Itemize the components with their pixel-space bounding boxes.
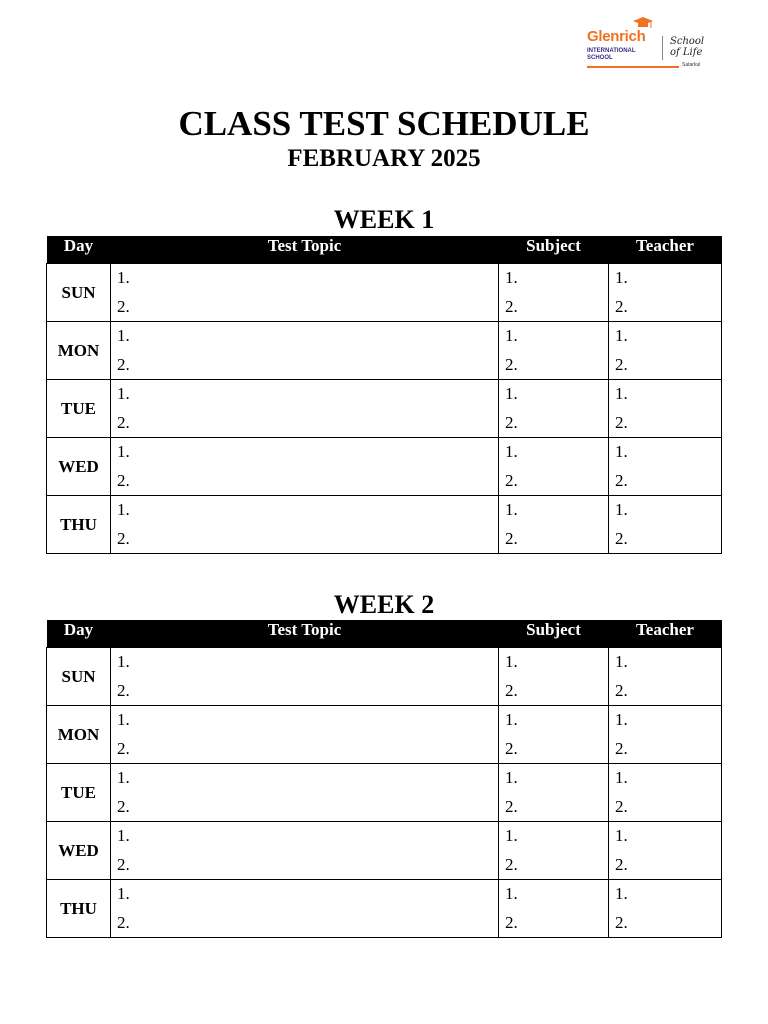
teacher-slot-2: 2.: [615, 680, 628, 700]
header-subject: Subject: [499, 620, 609, 648]
subject-slot-2: 2.: [505, 528, 518, 548]
teacher-cell[interactable]: [609, 764, 722, 822]
teacher-slot-1: 1.: [615, 884, 628, 903]
topic-cell[interactable]: [111, 438, 499, 496]
day-cell: SUN: [47, 264, 111, 322]
day-cell: TUE: [47, 764, 111, 822]
week-2-table: [46, 620, 722, 938]
table-row: [47, 496, 722, 554]
subject-slot-1: 1.: [505, 500, 518, 519]
logo-location: Satarkul: [682, 62, 701, 68]
logo-underline: [587, 66, 679, 68]
logo-subtitle: INTERNATIONAL SCHOOL: [587, 48, 636, 61]
teacher-slot-1: 1.: [615, 384, 628, 403]
teacher-slot-1: 1.: [615, 652, 628, 671]
topic-slot-2: 2.: [117, 854, 130, 874]
teacher-cell[interactable]: [609, 648, 722, 706]
subject-cell[interactable]: [499, 438, 609, 496]
subject-cell[interactable]: [499, 822, 609, 880]
subject-slot-2: 2.: [505, 738, 518, 758]
subject-slot-1: 1.: [505, 826, 518, 845]
table-row: [47, 438, 722, 496]
teacher-slot-2: 2.: [615, 796, 628, 816]
topic-slot-2: 2.: [117, 680, 130, 700]
table-row: [47, 764, 722, 822]
teacher-slot-1: 1.: [615, 710, 628, 729]
topic-slot-1: 1.: [117, 768, 130, 787]
subject-slot-2: 2.: [505, 412, 518, 432]
teacher-cell[interactable]: [609, 880, 722, 938]
teacher-cell[interactable]: [609, 822, 722, 880]
subject-slot-2: 2.: [505, 796, 518, 816]
teacher-slot-2: 2.: [615, 528, 628, 548]
topic-slot-1: 1.: [117, 652, 130, 671]
topic-slot-2: 2.: [117, 412, 130, 432]
teacher-slot-1: 1.: [615, 768, 628, 787]
logo-divider: [662, 36, 663, 60]
subject-slot-2: 2.: [505, 470, 518, 490]
header-subject: Subject: [499, 236, 609, 264]
topic-cell[interactable]: [111, 496, 499, 554]
subject-slot-2: 2.: [505, 296, 518, 316]
header-test-topic: Test Topic: [111, 620, 499, 648]
topic-slot-1: 1.: [117, 384, 130, 403]
subject-cell[interactable]: [499, 380, 609, 438]
topic-cell[interactable]: [111, 880, 499, 938]
topic-cell[interactable]: [111, 322, 499, 380]
teacher-cell[interactable]: [609, 322, 722, 380]
week-2-title: WEEK 2: [333, 590, 435, 619]
subject-slot-1: 1.: [505, 326, 518, 345]
subject-slot-2: 2.: [505, 912, 518, 932]
subject-cell[interactable]: [499, 496, 609, 554]
teacher-slot-2: 2.: [615, 470, 628, 490]
subject-cell[interactable]: [499, 764, 609, 822]
header-teacher: Teacher: [609, 620, 722, 648]
topic-cell[interactable]: [111, 764, 499, 822]
teacher-slot-1: 1.: [615, 826, 628, 845]
subject-slot-2: 2.: [505, 354, 518, 374]
day-cell: THU: [47, 496, 111, 554]
teacher-slot-2: 2.: [615, 296, 628, 316]
subject-slot-1: 1.: [505, 710, 518, 729]
teacher-slot-1: 1.: [615, 500, 628, 519]
subject-slot-1: 1.: [505, 442, 518, 461]
teacher-slot-2: 2.: [615, 354, 628, 374]
header-day: Day: [47, 236, 111, 264]
table-row: [47, 648, 722, 706]
teacher-slot-1: 1.: [615, 326, 628, 345]
topic-cell[interactable]: [111, 264, 499, 322]
header-day: Day: [47, 620, 111, 648]
day-cell: MON: [47, 706, 111, 764]
week-1-title: WEEK 1: [333, 205, 435, 234]
teacher-slot-2: 2.: [615, 854, 628, 874]
topic-slot-2: 2.: [117, 296, 130, 316]
subject-slot-1: 1.: [505, 768, 518, 787]
school-logo: [582, 14, 712, 72]
day-cell: WED: [47, 822, 111, 880]
teacher-slot-1: 1.: [615, 442, 628, 461]
subject-slot-1: 1.: [505, 268, 518, 287]
table-row: [47, 880, 722, 938]
topic-slot-2: 2.: [117, 738, 130, 758]
teacher-cell[interactable]: [609, 380, 722, 438]
logo-brand: Glenrich: [587, 28, 646, 45]
topic-slot-2: 2.: [117, 470, 130, 490]
subject-cell[interactable]: [499, 880, 609, 938]
day-cell: SUN: [47, 648, 111, 706]
teacher-cell[interactable]: [609, 264, 722, 322]
topic-slot-2: 2.: [117, 796, 130, 816]
table-row: [47, 822, 722, 880]
topic-cell[interactable]: [111, 380, 499, 438]
teacher-cell[interactable]: [609, 438, 722, 496]
topic-slot-1: 1.: [117, 500, 130, 519]
table-row: [47, 706, 722, 764]
table-header-row: [47, 620, 722, 648]
teacher-slot-2: 2.: [615, 912, 628, 932]
day-cell: MON: [47, 322, 111, 380]
page-subtitle: FEBRUARY 2025: [287, 145, 481, 172]
day-cell: WED: [47, 438, 111, 496]
topic-cell[interactable]: [111, 706, 499, 764]
topic-slot-1: 1.: [117, 326, 130, 345]
topic-slot-2: 2.: [117, 912, 130, 932]
topic-slot-1: 1.: [117, 884, 130, 903]
week-1-table: [46, 236, 722, 554]
day-cell: TUE: [47, 380, 111, 438]
subject-cell[interactable]: [499, 648, 609, 706]
teacher-slot-1: 1.: [615, 268, 628, 287]
topic-slot-1: 1.: [117, 710, 130, 729]
logo-tagline: School of Life: [670, 36, 705, 58]
topic-cell[interactable]: [111, 648, 499, 706]
subject-cell[interactable]: [499, 264, 609, 322]
topic-slot-1: 1.: [117, 826, 130, 845]
teacher-cell[interactable]: [609, 706, 722, 764]
table-row: [47, 380, 722, 438]
teacher-cell[interactable]: [609, 496, 722, 554]
subject-slot-1: 1.: [505, 384, 518, 403]
subject-slot-2: 2.: [505, 680, 518, 700]
subject-cell[interactable]: [499, 706, 609, 764]
subject-slot-1: 1.: [505, 884, 518, 903]
table-row: [47, 322, 722, 380]
header-teacher: Teacher: [609, 236, 722, 264]
page-title: CLASS TEST SCHEDULE: [178, 104, 590, 143]
subject-slot-1: 1.: [505, 652, 518, 671]
table-header-row: [47, 236, 722, 264]
teacher-slot-2: 2.: [615, 738, 628, 758]
teacher-slot-2: 2.: [615, 412, 628, 432]
header-test-topic: Test Topic: [111, 236, 499, 264]
subject-cell[interactable]: [499, 322, 609, 380]
day-cell: THU: [47, 880, 111, 938]
topic-slot-2: 2.: [117, 528, 130, 548]
topic-slot-2: 2.: [117, 354, 130, 374]
subject-slot-2: 2.: [505, 854, 518, 874]
topic-slot-1: 1.: [117, 442, 130, 461]
topic-cell[interactable]: [111, 822, 499, 880]
topic-slot-1: 1.: [117, 268, 130, 287]
table-row: [47, 264, 722, 322]
